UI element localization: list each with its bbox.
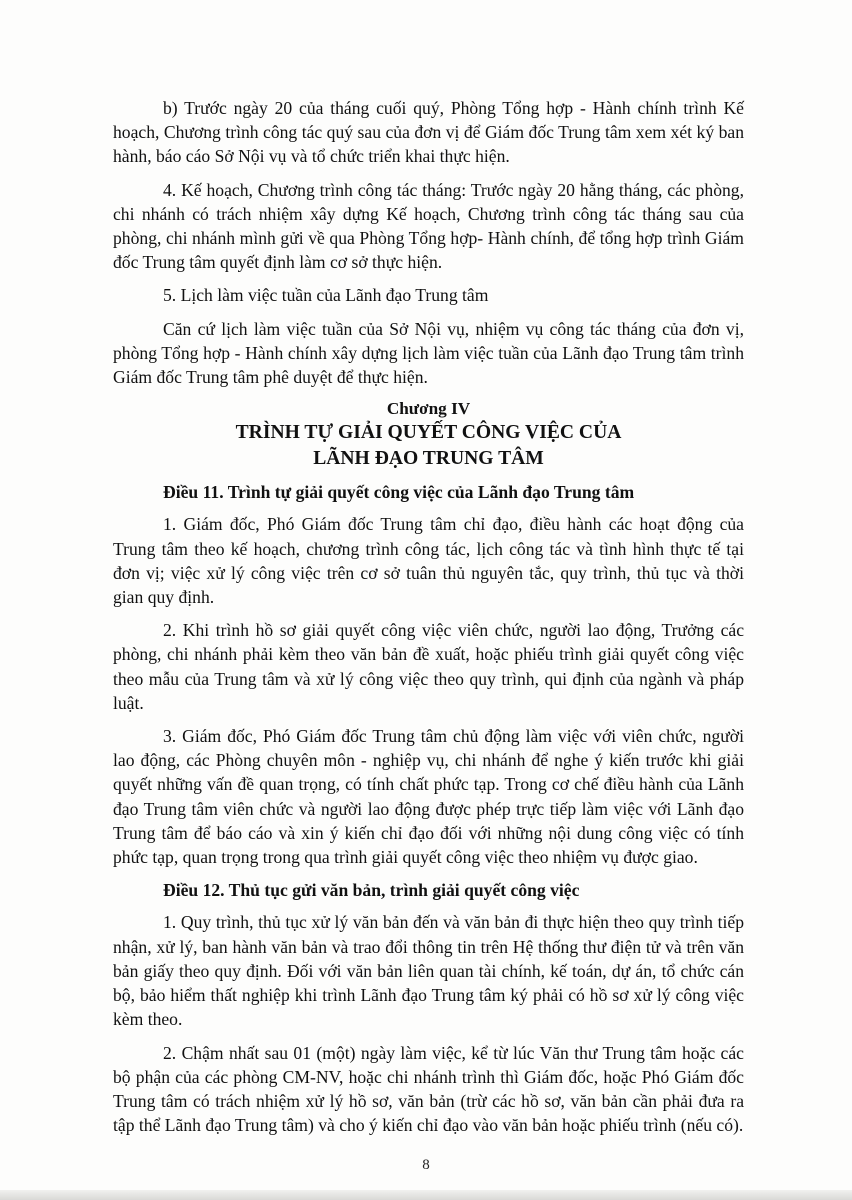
page-number: 8: [422, 1157, 430, 1173]
chapter-title: [113, 420, 744, 472]
article-12-heading: Điều 12. Thủ tục gửi văn bản, trình giải quyết công việc: [163, 880, 580, 901]
page-bottom-edge: [0, 1190, 852, 1200]
chapter-number: Chương IV: [386, 399, 471, 419]
paragraph-quarterly-plan: b) Trước ngày 20 của tháng cuối quý, Phòng Tổng hợp - Hành chính trình Kế hoạch, Chương trình công tác quý sau của đơn vị để Giám đốc Trung tâm xem xét ký ban hành, báo cáo Sở Nội vụ và tổ chức triển khai thực hiện.: [113, 98, 744, 167]
article-11-paragraph-2: 2. Khi trình hồ sơ giải quyết công việc viên chức, người lao động, Trưởng các phòng, chi nhánh phải kèm theo văn bản đề xuất, hoặc phiếu trình giải quyết công việc theo mẫu của Trung tâm và xử lý công việc theo quy trình, qui định của ngành và pháp luật.: [113, 620, 744, 713]
chapter-title-line-2: LÃNH ĐẠO TRUNG TÂM: [313, 448, 544, 470]
article-12-paragraph-2: 2. Chậm nhất sau 01 (một) ngày làm việc, kể từ lúc Văn thư Trung tâm hoặc các bộ phận của các phòng CM-NV, hoặc chi nhánh trình thì Giám đốc, hoặc Phó Giám đốc Trung tâm có trách nhiệm xử lý hồ sơ, văn bản (trừ các hồ sơ, văn bản cần phải đưa ra tập thể Lãnh đạo Trung tâm) và cho ý kiến chỉ đạo vào văn bản hoặc phiếu trình (nếu có).: [113, 1042, 744, 1136]
article-12-paragraph-1: 1. Quy trình, thủ tục xử lý văn bản đến và văn bản đi thực hiện theo quy trình tiếp nhận, xử lý, ban hành văn bản và trao đổi thông tin trên Hệ thống thư điện tử và trên văn bản giấy theo quy định. Đối với văn bản liên quan tài chính, kế toán, dự án, tổ chức cán bộ, bảo hiểm thất nghiệp khi trình Lãnh đạo Trung tâm ký phải có hồ sơ xử lý công việc kèm theo.: [113, 912, 744, 1030]
article-11-heading: Điều 11. Trình tự giải quyết công việc của Lãnh đạo Trung tâm: [163, 482, 635, 503]
paragraph-weekly-schedule: Căn cứ lịch làm việc tuần của Sở Nội vụ, nhiệm vụ công tác tháng của đơn vị, phòng Tổng hợp - Hành chính xây dựng lịch làm việc tuần của Lãnh đạo Trung tâm trình Giám đốc Trung tâm phê duyệt để thực hiện.: [113, 318, 744, 388]
paragraph-weekly-schedule-heading: 5. Lịch làm việc tuần của Lãnh đạo Trung tâm: [163, 285, 489, 306]
article-11-paragraph-3: 3. Giám đốc, Phó Giám đốc Trung tâm chủ động làm việc với viên chức, người lao động, các Phòng chuyên môn - nghiệp vụ, chi nhánh để nghe ý kiến trước khi giải quyết những vấn đề quan trọng, có tính chất phức tạp. Trong cơ chế điều hành của Lãnh đạo Trung tâm viên chức và người lao động được phép trực tiếp làm việc với Lãnh đạo Trung tâm để báo cáo và xin ý kiến chỉ đạo đối với những nội dung công việc có tính phức tạp, quan trọng trong qua trình giải quyết công việc theo nhiệm vụ được giao.: [113, 726, 744, 868]
chapter-title-line-1: TRÌNH TỰ GIẢI QUYẾT CÔNG VIỆC CỦA: [235, 422, 622, 444]
paragraph-monthly-plan: 4. Kế hoạch, Chương trình công tác tháng: Trước ngày 20 hằng tháng, các phòng, chi nhánh có trách nhiệm xây dựng Kế hoạch, Chương trình công tác tháng sau của phòng, chi nhánh mình gửi về qua Phòng Tổng hợp- Hành chính, để tổng hợp trình Giám đốc Trung tâm quyết định làm cơ sở thực hiện.: [113, 179, 744, 273]
article-11-paragraph-1: 1. Giám đốc, Phó Giám đốc Trung tâm chỉ đạo, điều hành các hoạt động của Trung tâm theo kế hoạch, chương trình công tác, lịch công tác và tình hình thực tế tại đơn vị; việc xử lý công việc trên cơ sở tuân thủ nguyên tắc, quy trình, thủ tục và thời gian quy định.: [113, 514, 744, 608]
